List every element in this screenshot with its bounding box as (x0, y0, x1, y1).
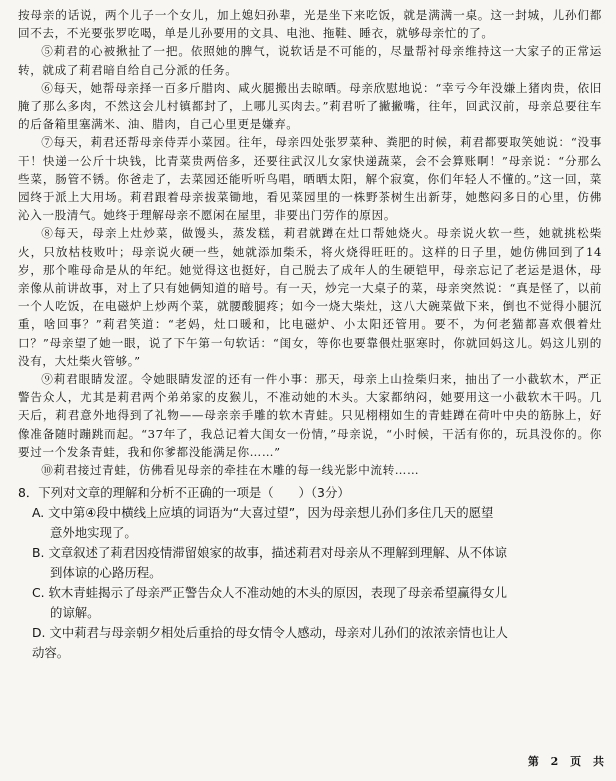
option-c-line1: C. 软木青蛙揭示了母亲严正警告众人不准动她的木头的原因，表现了母亲希望赢得女儿 (32, 585, 507, 601)
passage-paragraph-5: ⑤莉君的心被揪扯了一把。依照她的脾气，说软话是不可能的，尽量帮衬母亲维持这一大家子的正常运转，就成了莉君暗自给自己分派的任务。 (18, 44, 602, 77)
question-8 (18, 483, 602, 663)
passage-paragraph-7: ⑦每天，莉君还帮母亲侍弄小菜园。往年，母亲四处张罗菜种、粪肥的时候，莉君都要取笑她说：“没事干！快递一公斤十块钱，比青菜贵两倍多，还要往武汉儿女家快递蔬菜，会不会算账啊！”母亲说：“分那么些菜，肠管不锈。你爸走了，去菜园还能听听鸟唱，晒晒太阳，解个寂寞，你们年轻人不懂的。”这一回，菜园终于派上大用场。莉君跟着母亲拔菜锄地，看见菜园里的一株野茶树生出新芽，她憋闷多日的心里，仿佛沁入一股清气。她终于理解母亲不愿闲在屋里，非要出门劳作的原因。 (18, 135, 602, 223)
passage-paragraph-9: ⑨莉君眼睛发涩。令她眼睛发涩的还有一件小事：那天，母亲上山捡柴归来，抽出了一小截软木，严正警告众人，尤其是莉君两个弟弟家的皮猴儿，不准动她的木头。大家都纳闷，她要用这一小截软木干吗。几天后，莉君意外地得到了礼物——母亲亲手雕的软木青蛙。只见栩栩如生的青蛙蹲在荷叶中央的筋脉上，好像准备随时蹦跳而起。“37年了，我总记着大闺女一份情，”母亲说，“小时候，干活有你的，玩具没你的。你要过一个发条青蛙，我和你爹都没能满足你……” (18, 372, 602, 459)
passage-paragraph-8: ⑧每天，母亲上灶炒菜，做馒头，蒸发糕，莉君就蹲在灶口帮她烧火。母亲说火软一些，她就挑松柴火，只放枯枝败叶；母亲说火硬一些，她就添加柴禾，将火烧得旺旺的。这样的日子里，她仿佛回到了14岁，那个唯母命是从的年纪。她觉得这也挺好，自己脱去了成年人的生硬铠甲，母亲忘记了老运是退休，母亲像从前讲故事，对上了只有她俩知道的暗号。有一天，炒完一大桌子的菜，母亲突然说：“真是怪了，以前一个人吃饭，在电磁炉上炒两个菜，就腰酸腿疼；如今一烧大柴灶，这八大碗菜做下来，倒也不觉得小腿沉重，啥回事？”莉君笑道：“老妈，灶口暖和，比电磁炉、小太阳还管用。要不，为何老猫都喜欢偎着灶口？”母亲望了她一眼，说了下午第一句软话：“闺女，等你也要靠偎灶驱寒时，你就回妈这儿。妈这儿别的没有，大灶柴火管够。” (18, 226, 602, 368)
option-d-line1: D. 文中莉君与母亲朝夕相处后重拾的母女情令人感动，母亲对儿孙们的浓浓亲情也让人 (32, 625, 508, 641)
option-d-line2: 动容。 (32, 645, 70, 661)
option-a-line2: 意外地实现了。 (50, 525, 137, 541)
passage-paragraph-6: ⑥每天，她帮母亲择一百多斤腊肉、咸火腿搬出去晾晒。母亲欣慰地说：“幸亏今年没嫌上猪肉贵，依旧腌了那么多肉，不然这会儿村镇都封了，上哪儿买肉去。”莉君听了撇撇嘴，往年，回武汉前，母亲总要往车的后备箱里塞满米、油、腊肉，自己心里更是嫌弃。 (18, 80, 602, 132)
option-b[interactable] (18, 543, 602, 583)
option-b-line2: 到体谅的心路历程。 (50, 565, 162, 581)
option-a[interactable] (18, 503, 602, 543)
page-number: 第 2 页 共 (527, 755, 608, 768)
passage-paragraph-10: ⑩莉君接过青蛙，仿佛看见母亲的牵挂在木雕的每一线光影中流转…… (41, 463, 420, 478)
question-stem: 8．下列对文章的理解和分析不正确的一项是（ ）（3分） (18, 485, 350, 501)
option-c[interactable] (18, 583, 602, 623)
option-a-line1: A. 文中第④段中横线上应填的词语为“大喜过望”，因为母亲想儿孙们多住几天的愿望 (32, 505, 494, 521)
option-b-line1: B. 文章叙述了莉君因疫情滞留娘家的故事，描述莉君对母亲从不理解到理解、从不体谅 (32, 545, 507, 561)
option-c-line2: 的谅解。 (50, 605, 100, 621)
passage-paragraph-continued: 按母亲的话说，两个儿子一个女儿，加上媳妇孙辈，光是坐下来吃饭，就是满满一桌。这一封城，儿孙们都回不去，不光要张罗吃喝，单是儿孙要用的文具、电池、拖鞋、睡衣，就够母亲忙的了。 (18, 8, 602, 41)
reading-passage (18, 6, 602, 479)
option-d[interactable] (18, 623, 602, 663)
